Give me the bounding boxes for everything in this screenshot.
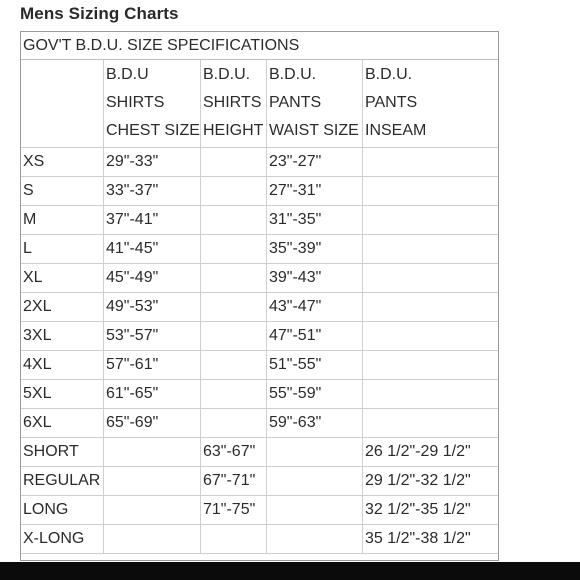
cell-height bbox=[201, 177, 267, 206]
cell-height: 71"-75" bbox=[201, 496, 267, 525]
cell-waist bbox=[267, 496, 363, 525]
cell-waist: 43"-47" bbox=[267, 293, 363, 322]
cell-height bbox=[201, 148, 267, 177]
cell-waist: 27"-31" bbox=[267, 177, 363, 206]
bottom-bar bbox=[0, 562, 580, 580]
cell-height bbox=[201, 525, 267, 554]
cell-size: XS bbox=[21, 148, 104, 177]
table-row bbox=[21, 264, 499, 293]
table-row bbox=[21, 525, 499, 554]
header-line: PANTS bbox=[269, 94, 322, 111]
cell-waist: 47"-51" bbox=[267, 322, 363, 351]
cell-chest: 45"-49" bbox=[104, 264, 201, 293]
cell-chest: 49"-53" bbox=[104, 293, 201, 322]
header-pants-waist bbox=[267, 60, 363, 148]
header-shirt-chest bbox=[104, 60, 201, 148]
table-row bbox=[21, 496, 499, 525]
cell-waist: 23"-27" bbox=[267, 148, 363, 177]
cell-inseam bbox=[363, 380, 499, 409]
cell-size: SHORT bbox=[21, 438, 104, 467]
table-row bbox=[21, 177, 499, 206]
cell-waist: 35"-39" bbox=[267, 235, 363, 264]
cell-chest: 33"-37" bbox=[104, 177, 201, 206]
cell-size: L bbox=[21, 235, 104, 264]
header-line: PANTS bbox=[365, 94, 418, 111]
cell-waist: 55"-59" bbox=[267, 380, 363, 409]
cell-size: LONG bbox=[21, 496, 104, 525]
page-heading: Mens Sizing Charts bbox=[20, 4, 179, 23]
cell-waist: 51"-55" bbox=[267, 351, 363, 380]
cell-height bbox=[201, 235, 267, 264]
header-pants-inseam bbox=[363, 60, 499, 148]
cell-inseam bbox=[363, 264, 499, 293]
table-row bbox=[21, 148, 499, 177]
table-row bbox=[21, 206, 499, 235]
cell-size: X-LONG bbox=[21, 525, 104, 554]
header-line: WAIST SIZE bbox=[269, 122, 359, 139]
cell-height bbox=[201, 351, 267, 380]
cell-size: 3XL bbox=[21, 322, 104, 351]
cell-inseam bbox=[363, 351, 499, 380]
cell-chest bbox=[104, 467, 201, 496]
cell-inseam bbox=[363, 177, 499, 206]
cell-inseam bbox=[363, 235, 499, 264]
table-row bbox=[21, 351, 499, 380]
cell-size: 5XL bbox=[21, 380, 104, 409]
cell-inseam bbox=[363, 322, 499, 351]
table-row bbox=[21, 380, 499, 409]
table-row bbox=[21, 235, 499, 264]
table-title-row bbox=[21, 32, 499, 60]
cell-inseam: 35 1/2"-38 1/2" bbox=[363, 525, 499, 554]
cell-waist bbox=[267, 438, 363, 467]
cell-chest bbox=[104, 438, 201, 467]
cell-chest: 37"-41" bbox=[104, 206, 201, 235]
cell-inseam: 32 1/2"-35 1/2" bbox=[363, 496, 499, 525]
header-line: INSEAM bbox=[365, 122, 427, 139]
cell-inseam bbox=[363, 206, 499, 235]
cell-chest: 65"-69" bbox=[104, 409, 201, 438]
table-row bbox=[21, 409, 499, 438]
table-row bbox=[21, 322, 499, 351]
cell-waist: 39"-43" bbox=[267, 264, 363, 293]
cell-inseam: 26 1/2"-29 1/2" bbox=[363, 438, 499, 467]
cell-waist bbox=[267, 525, 363, 554]
cell-waist: 59"-63" bbox=[267, 409, 363, 438]
cell-chest bbox=[104, 496, 201, 525]
header-line: B.D.U. bbox=[365, 66, 413, 83]
cell-height bbox=[201, 409, 267, 438]
cell-size: 6XL bbox=[21, 409, 104, 438]
cell-chest: 29"-33" bbox=[104, 148, 201, 177]
cell-inseam bbox=[363, 148, 499, 177]
cell-size: M bbox=[21, 206, 104, 235]
header-line: SHIRTS bbox=[106, 94, 165, 111]
header-line: HEIGHT bbox=[203, 122, 264, 139]
cell-size: REGULAR bbox=[21, 467, 104, 496]
cell-height bbox=[201, 206, 267, 235]
cell-height: 67"-71" bbox=[201, 467, 267, 496]
cell-chest: 61"-65" bbox=[104, 380, 201, 409]
table-title: GOV'T B.D.U. SIZE SPECIFICATIONS bbox=[21, 32, 499, 60]
header-line: B.D.U bbox=[106, 66, 149, 83]
cell-inseam bbox=[363, 409, 499, 438]
cell-height bbox=[201, 264, 267, 293]
table-row bbox=[21, 438, 499, 467]
cell-size: 4XL bbox=[21, 351, 104, 380]
header-shirt-height bbox=[201, 60, 267, 148]
cell-height bbox=[201, 322, 267, 351]
table-row bbox=[21, 467, 499, 496]
cell-chest: 41"-45" bbox=[104, 235, 201, 264]
cell-waist: 31"-35" bbox=[267, 206, 363, 235]
cell-height bbox=[201, 293, 267, 322]
cell-inseam: 29 1/2"-32 1/2" bbox=[363, 467, 499, 496]
table-row bbox=[21, 293, 499, 322]
size-chart-table bbox=[20, 31, 499, 554]
table-header-row bbox=[21, 60, 499, 148]
header-line: CHEST SIZE bbox=[106, 122, 200, 139]
cell-waist bbox=[267, 467, 363, 496]
cell-height bbox=[201, 380, 267, 409]
header-size bbox=[21, 60, 104, 148]
cell-size: XL bbox=[21, 264, 104, 293]
cell-inseam bbox=[363, 293, 499, 322]
cell-height: 63"-67" bbox=[201, 438, 267, 467]
cell-chest bbox=[104, 525, 201, 554]
header-line: SHIRTS bbox=[203, 94, 262, 111]
header-line: B.D.U. bbox=[203, 66, 251, 83]
header-line: B.D.U. bbox=[269, 66, 317, 83]
cell-size: 2XL bbox=[21, 293, 104, 322]
cell-chest: 57"-61" bbox=[104, 351, 201, 380]
cell-size: S bbox=[21, 177, 104, 206]
cell-chest: 53"-57" bbox=[104, 322, 201, 351]
